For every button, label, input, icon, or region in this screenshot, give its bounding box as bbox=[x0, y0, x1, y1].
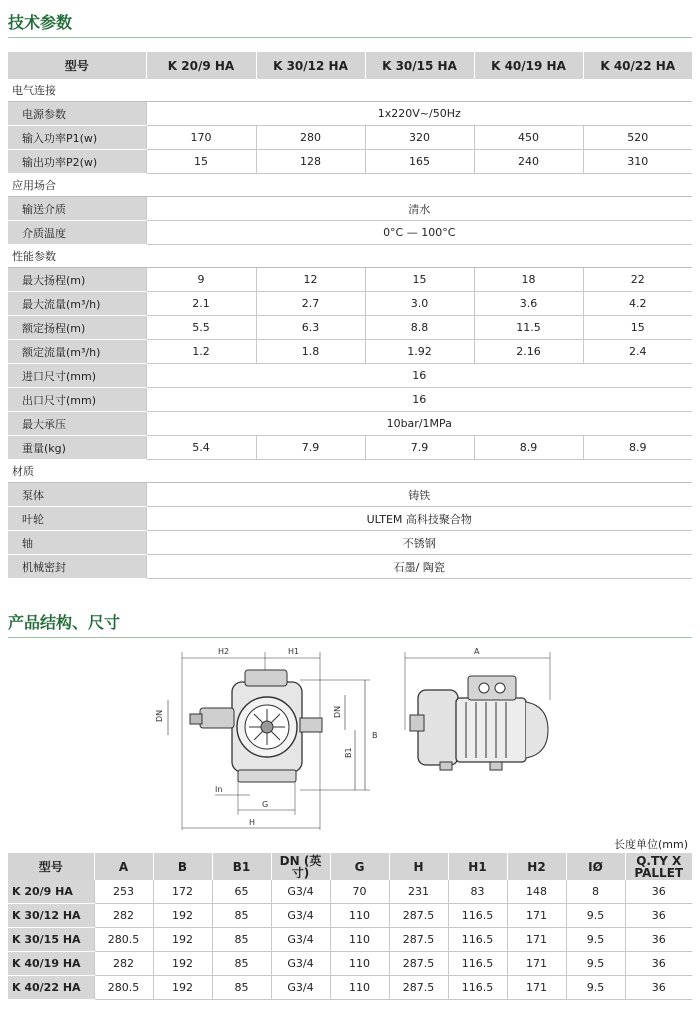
spec-row-value: 2.1 bbox=[146, 292, 256, 316]
pump-side-view bbox=[405, 652, 550, 770]
dim-header-cell: H2 bbox=[507, 853, 566, 880]
pump-dimension-drawing bbox=[0, 640, 700, 836]
spec-row-value: 240 bbox=[474, 150, 583, 174]
spec-row-value: 12 bbox=[256, 268, 365, 292]
spec-row bbox=[8, 197, 692, 221]
spec-group-label: 电气连接 bbox=[8, 79, 692, 102]
dim-header-cell: B1 bbox=[212, 853, 271, 880]
dim-header-cell: G bbox=[330, 853, 389, 880]
dim-row-value: 85 bbox=[212, 952, 271, 976]
dim-row-value: 171 bbox=[507, 976, 566, 1000]
spec-section-title: 技术参数 bbox=[8, 13, 73, 32]
spec-row bbox=[8, 126, 692, 150]
unit-note: 长度单位(mm) bbox=[613, 838, 688, 851]
spec-row-value: 320 bbox=[365, 126, 474, 150]
label-a: A bbox=[474, 647, 480, 656]
dim-row-value: 253 bbox=[94, 880, 153, 904]
dim-header-cell: H bbox=[389, 853, 448, 880]
dim-row bbox=[8, 976, 692, 1000]
spec-row-value: 15 bbox=[146, 150, 256, 174]
spec-row-value: 310 bbox=[583, 150, 692, 174]
dim-row-value: 192 bbox=[153, 928, 212, 952]
spec-row-value: 3.6 bbox=[474, 292, 583, 316]
spec-row-value: 5.4 bbox=[146, 436, 256, 460]
spec-header-model-col: K 40/22 HA bbox=[583, 52, 692, 79]
dim-row-model: K 30/15 HA bbox=[8, 928, 94, 952]
spec-row-merged-value: 10bar/1MPa bbox=[146, 412, 692, 436]
structure-section-title: 产品结构、尺寸 bbox=[8, 613, 121, 632]
spec-row bbox=[8, 292, 692, 316]
spec-row-merged-value: 石墨/ 陶瓷 bbox=[146, 555, 692, 579]
dim-row-value: 280.5 bbox=[94, 928, 153, 952]
dim-row-value: 36 bbox=[625, 928, 692, 952]
spec-group-row bbox=[8, 174, 692, 197]
spec-group-label: 性能参数 bbox=[8, 245, 692, 268]
dim-row-value: 116.5 bbox=[448, 976, 507, 1000]
dim-row-value: 192 bbox=[153, 976, 212, 1000]
spec-row-value: 520 bbox=[583, 126, 692, 150]
dim-header-cell: IØ bbox=[566, 853, 625, 880]
spec-row-value: 1.92 bbox=[365, 340, 474, 364]
spec-header-model-col: K 30/12 HA bbox=[256, 52, 365, 79]
spec-row-value: 4.2 bbox=[583, 292, 692, 316]
dim-row-value: 36 bbox=[625, 904, 692, 928]
spec-row-label: 最大流量(m³/h) bbox=[8, 292, 146, 316]
dim-row-value: 282 bbox=[94, 952, 153, 976]
spec-header-model-col: K 20/9 HA bbox=[146, 52, 256, 79]
spec-row-merged-value: 铸铁 bbox=[146, 483, 692, 507]
spec-row bbox=[8, 531, 692, 555]
spec-row-label: 轴 bbox=[8, 531, 146, 555]
dim-header-cell: Q.TY X PALLET bbox=[625, 853, 692, 880]
spec-table bbox=[8, 52, 692, 579]
spec-row-label: 机械密封 bbox=[8, 555, 146, 579]
dim-header-cell: 型号 bbox=[8, 853, 94, 880]
spec-row-value: 280 bbox=[256, 126, 365, 150]
spec-row bbox=[8, 268, 692, 292]
spec-row bbox=[8, 316, 692, 340]
spec-row-value: 18 bbox=[474, 268, 583, 292]
spec-row bbox=[8, 483, 692, 507]
dim-row-value: 85 bbox=[212, 976, 271, 1000]
spec-row-value: 2.4 bbox=[583, 340, 692, 364]
dim-row-value: 110 bbox=[330, 976, 389, 1000]
dim-row-value: 110 bbox=[330, 904, 389, 928]
dim-row-value: 280.5 bbox=[94, 976, 153, 1000]
spec-header-model-col: K 30/15 HA bbox=[365, 52, 474, 79]
dim-row-value: 171 bbox=[507, 952, 566, 976]
label-h2: H2 bbox=[218, 647, 230, 656]
dim-row-value: G3/4 bbox=[271, 952, 330, 976]
spec-group-label: 应用场合 bbox=[8, 174, 692, 197]
dim-row-value: 231 bbox=[389, 880, 448, 904]
spec-row-merged-value: 0°C — 100°C bbox=[146, 221, 692, 245]
spec-row-value: 6.3 bbox=[256, 316, 365, 340]
spec-row-merged-value: 1x220V~/50Hz bbox=[146, 102, 692, 126]
spec-row-value: 3.0 bbox=[365, 292, 474, 316]
spec-row bbox=[8, 150, 692, 174]
spec-row-merged-value: ULTEM 高科技聚合物 bbox=[146, 507, 692, 531]
dim-row-value: G3/4 bbox=[271, 904, 330, 928]
spec-header-model-col: K 40/19 HA bbox=[474, 52, 583, 79]
dim-row-value: 36 bbox=[625, 976, 692, 1000]
dim-row-value: 287.5 bbox=[389, 976, 448, 1000]
spec-row bbox=[8, 412, 692, 436]
dimension-table bbox=[8, 853, 692, 1000]
spec-group-row bbox=[8, 460, 692, 483]
label-h1: H1 bbox=[288, 647, 300, 656]
dim-row bbox=[8, 880, 692, 904]
dim-row-value: 70 bbox=[330, 880, 389, 904]
dim-header-cell: A bbox=[94, 853, 153, 880]
spec-row-label: 介质温度 bbox=[8, 221, 146, 245]
dim-row-model: K 40/19 HA bbox=[8, 952, 94, 976]
dim-row-value: 65 bbox=[212, 880, 271, 904]
dim-row-model: K 20/9 HA bbox=[8, 880, 94, 904]
spec-row-value: 7.9 bbox=[256, 436, 365, 460]
dim-row-value: 110 bbox=[330, 952, 389, 976]
spec-row-value: 11.5 bbox=[474, 316, 583, 340]
label-g: G bbox=[262, 800, 269, 809]
pump-front-view bbox=[168, 652, 370, 830]
dim-row-value: 287.5 bbox=[389, 904, 448, 928]
spec-row bbox=[8, 102, 692, 126]
spec-group-row bbox=[8, 79, 692, 102]
spec-row-label: 输入功率P1(w) bbox=[8, 126, 146, 150]
spec-row bbox=[8, 221, 692, 245]
dim-row-value: 36 bbox=[625, 880, 692, 904]
dim-row-model: K 30/12 HA bbox=[8, 904, 94, 928]
label-h: H bbox=[249, 818, 256, 827]
spec-group-label: 材质 bbox=[8, 460, 692, 483]
spec-row bbox=[8, 507, 692, 531]
dim-row-value: 172 bbox=[153, 880, 212, 904]
spec-section-divider bbox=[8, 37, 692, 38]
spec-row-value: 22 bbox=[583, 268, 692, 292]
spec-row-value: 128 bbox=[256, 150, 365, 174]
spec-row-label: 最大承压 bbox=[8, 412, 146, 436]
dim-row-value: 83 bbox=[448, 880, 507, 904]
spec-row bbox=[8, 364, 692, 388]
dim-row-value: 287.5 bbox=[389, 928, 448, 952]
spec-row-value: 1.8 bbox=[256, 340, 365, 364]
dim-row-value: 36 bbox=[625, 952, 692, 976]
spec-row-merged-value: 16 bbox=[146, 388, 692, 412]
spec-row-value: 5.5 bbox=[146, 316, 256, 340]
spec-row-merged-value: 16 bbox=[146, 364, 692, 388]
spec-row-value: 2.16 bbox=[474, 340, 583, 364]
spec-row-label: 重量(kg) bbox=[8, 436, 146, 460]
spec-row-value: 8.8 bbox=[365, 316, 474, 340]
dim-row-value: 282 bbox=[94, 904, 153, 928]
label-in: In bbox=[215, 785, 223, 794]
label-dn-right: DN bbox=[333, 705, 342, 718]
label-b1: B1 bbox=[344, 747, 353, 758]
spec-row-value: 7.9 bbox=[365, 436, 474, 460]
spec-group-row bbox=[8, 245, 692, 268]
spec-row-merged-value: 不锈钢 bbox=[146, 531, 692, 555]
spec-row-label: 出口尺寸(mm) bbox=[8, 388, 146, 412]
spec-row-label: 输出功率P2(w) bbox=[8, 150, 146, 174]
dim-header-row bbox=[8, 853, 692, 880]
label-dn-left: DN bbox=[155, 709, 164, 722]
spec-row-label: 叶轮 bbox=[8, 507, 146, 531]
spec-row-value: 15 bbox=[583, 316, 692, 340]
dim-row-value: 116.5 bbox=[448, 928, 507, 952]
dim-row-value: 9.5 bbox=[566, 976, 625, 1000]
dim-row-value: G3/4 bbox=[271, 880, 330, 904]
dim-row bbox=[8, 928, 692, 952]
spec-row-label: 电源参数 bbox=[8, 102, 146, 126]
spec-row-label: 额定流量(m³/h) bbox=[8, 340, 146, 364]
spec-header-row bbox=[8, 52, 692, 79]
structure-section-divider bbox=[8, 637, 692, 638]
spec-row-value: 15 bbox=[365, 268, 474, 292]
spec-row bbox=[8, 388, 692, 412]
dim-row-value: 110 bbox=[330, 928, 389, 952]
spec-row-label: 泵体 bbox=[8, 483, 146, 507]
dim-row-value: 192 bbox=[153, 904, 212, 928]
dim-row-value: 148 bbox=[507, 880, 566, 904]
spec-header-model: 型号 bbox=[8, 52, 146, 79]
spec-row-label: 额定扬程(m) bbox=[8, 316, 146, 340]
dim-row-value: 9.5 bbox=[566, 928, 625, 952]
dim-row-value: 85 bbox=[212, 904, 271, 928]
spec-row bbox=[8, 436, 692, 460]
dim-row-value: 171 bbox=[507, 904, 566, 928]
dim-header-cell: DN (英寸) bbox=[271, 853, 330, 880]
spec-row-value: 1.2 bbox=[146, 340, 256, 364]
spec-row-value: 170 bbox=[146, 126, 256, 150]
spec-row bbox=[8, 340, 692, 364]
dim-row-model: K 40/22 HA bbox=[8, 976, 94, 1000]
dim-row-value: 8 bbox=[566, 880, 625, 904]
dim-row-value: G3/4 bbox=[271, 976, 330, 1000]
spec-row-label: 最大扬程(m) bbox=[8, 268, 146, 292]
dim-row-value: 9.5 bbox=[566, 904, 625, 928]
label-b: B bbox=[372, 731, 378, 740]
spec-row-merged-value: 清水 bbox=[146, 197, 692, 221]
dim-row-value: 287.5 bbox=[389, 952, 448, 976]
dim-row bbox=[8, 904, 692, 928]
spec-row-label: 输送介质 bbox=[8, 197, 146, 221]
spec-row-value: 165 bbox=[365, 150, 474, 174]
dim-row-value: 171 bbox=[507, 928, 566, 952]
spec-row-value: 9 bbox=[146, 268, 256, 292]
spec-row-value: 2.7 bbox=[256, 292, 365, 316]
spec-row bbox=[8, 555, 692, 579]
dim-row-value: 85 bbox=[212, 928, 271, 952]
dim-row-value: 116.5 bbox=[448, 952, 507, 976]
dim-row-value: 116.5 bbox=[448, 904, 507, 928]
dim-row-value: G3/4 bbox=[271, 928, 330, 952]
dim-header-cell: B bbox=[153, 853, 212, 880]
spec-row-value: 450 bbox=[474, 126, 583, 150]
dim-row-value: 9.5 bbox=[566, 952, 625, 976]
dim-header-cell: H1 bbox=[448, 853, 507, 880]
dim-row bbox=[8, 952, 692, 976]
spec-row-value: 8.9 bbox=[583, 436, 692, 460]
spec-row-label: 进口尺寸(mm) bbox=[8, 364, 146, 388]
dim-row-value: 192 bbox=[153, 952, 212, 976]
spec-row-value: 8.9 bbox=[474, 436, 583, 460]
